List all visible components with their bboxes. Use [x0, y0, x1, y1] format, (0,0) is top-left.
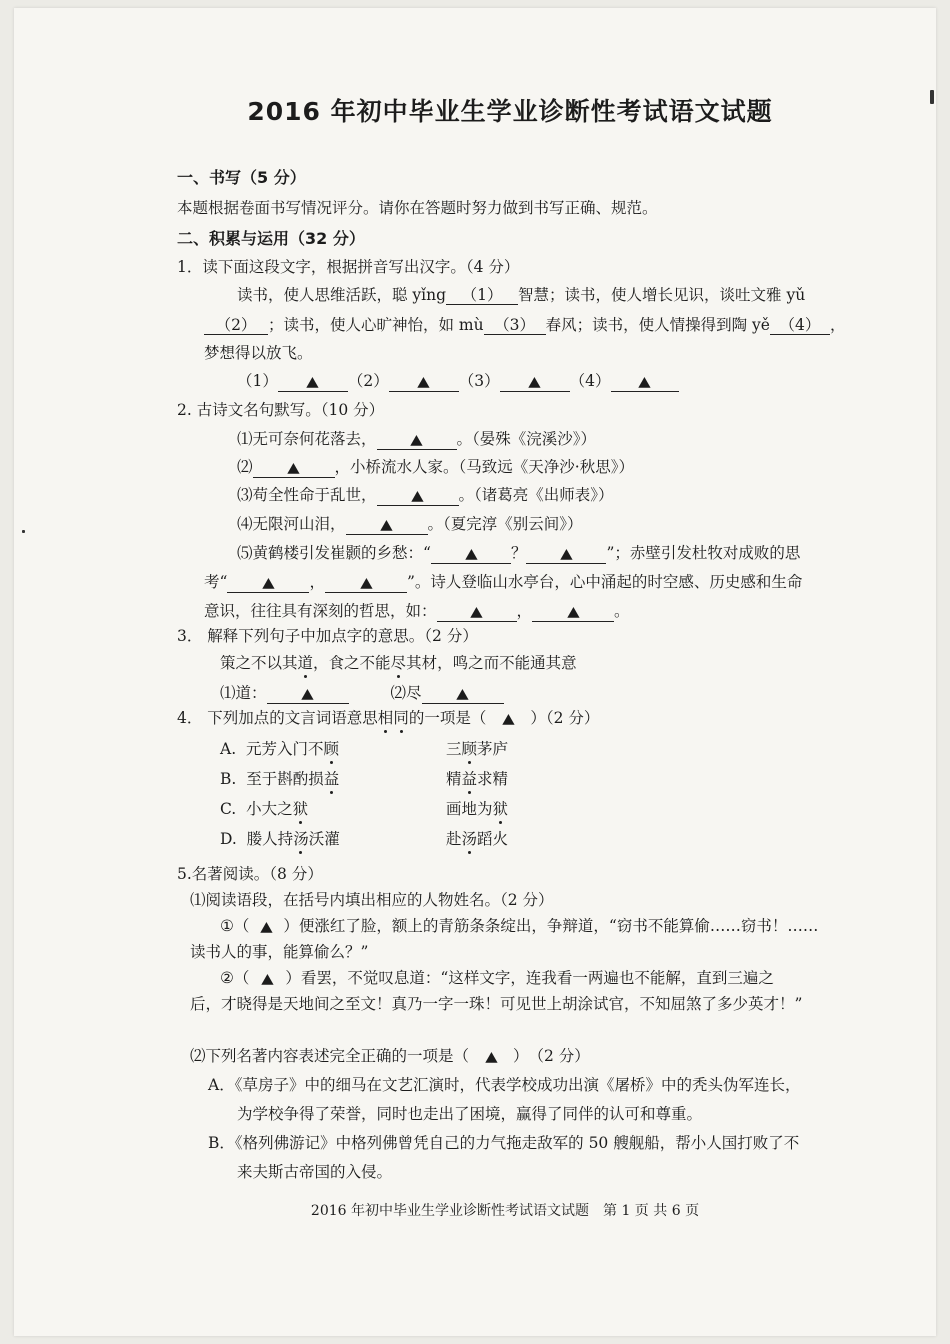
q1-text: 春风；读书，使人情操得到陶 yě — [545, 316, 770, 334]
option-key: A. — [220, 740, 237, 758]
q1-passage-line-1 — [237, 283, 805, 305]
triangle-icon: ▲ — [410, 432, 423, 448]
section-2-heading: 二、积累与运用（32 分） — [177, 229, 365, 248]
q3-text: ，食之不能 — [313, 654, 391, 672]
q2-text: 。 — [614, 602, 630, 620]
option-text: 媵人持 — [246, 830, 294, 848]
q4-option-b-right — [446, 767, 508, 789]
page-footer: 2016 年初中毕业生学业诊断性考试语文试题 第 1 页 共 6 页 — [310, 1203, 700, 1219]
q1-answer-label: （3） — [458, 372, 500, 390]
q5-blank[interactable] — [249, 969, 285, 987]
q5-sub-1: ⑴阅读语段，在括号内填出相应的人物姓名。（2 分） — [190, 891, 554, 909]
q5-sub-2 — [190, 1044, 590, 1066]
q2-line-7 — [204, 599, 630, 622]
option-key: B. — [220, 770, 237, 788]
q4-stem — [177, 706, 599, 728]
q2-text: ， — [516, 602, 533, 620]
q2-text: 意识，往往具有深刻的哲思，如： — [204, 602, 437, 620]
q4-option-b[interactable] — [220, 767, 339, 789]
triangle-icon: ▲ — [464, 546, 478, 562]
q3-answer-label: ⑵尽 — [390, 684, 422, 702]
q1-text: ；读书，使人心旷神怡，如 mù — [268, 316, 484, 334]
q1-answer-blank[interactable] — [500, 372, 570, 392]
q2-blank[interactable] — [431, 544, 511, 564]
q5-option-a-cont: 为学校争得了荣誉，同时也走出了困境，赢得了同伴的认可和尊重。 — [237, 1105, 703, 1123]
q2-line-4 — [237, 512, 583, 535]
triangle-icon: ▲ — [301, 686, 314, 702]
q5-text: ）便涨红了脸，额上的青筋条条绽出，争辩道，“窃书不能算偷……窃书！…… — [283, 917, 819, 935]
q5-passage-2-cont: 后，才晓得是天地间之至文！真乃一字一珠！可见世上胡涂试官，不知屈煞了多少英才！” — [190, 995, 803, 1013]
triangle-icon: ▲ — [411, 488, 424, 504]
triangle-icon: ▲ — [566, 604, 580, 620]
triangle-icon: ▲ — [417, 374, 430, 390]
q2-blank[interactable] — [253, 458, 335, 478]
option-dotted-char: 汤 — [293, 830, 309, 848]
q2-text: ，小桥流水人家。（马致远《天净沙·秋思》） — [334, 458, 634, 476]
q5-option-a[interactable]: A．《草房子》中的细马在文艺汇演时，代表学校成功出演《屠桥》中的秃头伪军连长， — [208, 1076, 801, 1094]
q4-option-a[interactable] — [220, 737, 339, 759]
triangle-icon: ▲ — [502, 711, 515, 727]
q2-blank[interactable] — [346, 515, 428, 535]
option-dotted-char: 益 — [461, 770, 478, 788]
q1-blank-1: （1） — [446, 286, 518, 305]
q2-text: 。（诸葛亮《出师表》） — [458, 486, 614, 504]
q1-answer-blank[interactable] — [389, 372, 459, 392]
option-text: 蹈火 — [477, 830, 509, 848]
q5-text: ②（ — [220, 969, 250, 987]
q2-text: ”；赤壁引发杜牧对成败的思 — [606, 544, 801, 562]
q1-passage-line-3: 梦想得以放飞。 — [204, 344, 313, 362]
q4-dotted-char: 相 — [377, 709, 394, 727]
section-1-text: 本题根据卷面书写情况评分。请你在答题时努力做到书写正确、规范。 — [177, 199, 658, 217]
q2-text: ， — [309, 573, 325, 591]
q4-option-a-right — [446, 737, 508, 759]
q1-blank-3: （3） — [484, 316, 546, 335]
triangle-icon: ▲ — [560, 546, 573, 562]
q2-line-5 — [237, 541, 800, 564]
option-key: D. — [220, 830, 237, 848]
q2-text: ⑷无限河山泪， — [237, 515, 346, 533]
q5-text: ⑵下列名著内容表述完全正确的一项是（ — [190, 1047, 470, 1065]
q1-blank-4: （4） — [770, 316, 830, 335]
q1-stem: 1．读下面这段文字，根据拼音写出汉字。（4 分） — [177, 258, 520, 276]
q3-text: 其材，鸣之而不能通其意 — [406, 654, 577, 672]
q5-text: ） （2 分） — [513, 1047, 590, 1065]
option-text: 画地为 — [446, 800, 493, 818]
q2-blank[interactable] — [377, 430, 457, 450]
q1-answer-blank[interactable] — [611, 372, 679, 392]
q2-stem: 2. 古诗文名句默写。（10 分） — [177, 401, 385, 419]
q3-answer-blank[interactable] — [422, 684, 504, 704]
q2-line-3 — [237, 483, 614, 506]
q1-text: 读书，使人思维活跃，聪 yǐng — [237, 286, 447, 304]
q2-blank[interactable] — [532, 602, 614, 622]
option-text: 元芳入门不 — [245, 740, 324, 758]
option-dotted-char: 顾 — [461, 740, 478, 758]
q1-answer-label: （4） — [569, 372, 611, 390]
triangle-icon: ▲ — [470, 604, 483, 620]
q2-text: ”。诗人登临山水亭台，心中涌起的时空感、历史感和生命 — [406, 573, 803, 591]
q4-option-c[interactable] — [220, 797, 308, 819]
q5-blank[interactable] — [249, 917, 283, 935]
option-text: 小大之 — [246, 800, 293, 818]
q4-text: 4． 下列加点的文言词语意思 — [177, 709, 378, 727]
option-text: 求精 — [477, 770, 509, 788]
option-key: C. — [220, 800, 237, 818]
triangle-icon: ▲ — [306, 374, 320, 390]
q2-blank[interactable] — [526, 544, 606, 564]
q3-text: 策之不以其 — [220, 654, 298, 672]
q5-text: ①（ — [220, 917, 250, 935]
q4-option-d-right — [446, 827, 508, 849]
q2-text: ⑵ — [237, 458, 253, 476]
q2-text: 。（晏殊《浣溪沙》） — [456, 430, 597, 448]
option-dotted-char: 狱 — [292, 800, 309, 818]
q2-text: ⑶苟全性命于乱世， — [237, 486, 377, 504]
option-text: 赴 — [446, 830, 462, 848]
triangle-icon: ▲ — [380, 517, 393, 533]
q2-line-1 — [237, 427, 596, 450]
q2-text: 考“ — [204, 573, 228, 591]
option-dotted-char: 顾 — [323, 740, 340, 758]
q5-passage-1 — [220, 914, 818, 936]
triangle-icon: ▲ — [638, 374, 651, 390]
q2-blank[interactable] — [227, 573, 309, 593]
q1-text: ， — [829, 316, 846, 334]
q5-stem: 5.名著阅读。（8 分） — [177, 865, 323, 883]
q1-blank-2: （2） — [204, 316, 268, 335]
q3-answer-row — [220, 681, 504, 704]
q3-answer-blank[interactable] — [267, 684, 349, 704]
q3-answer-label: ⑴道： — [220, 684, 267, 702]
option-dotted-char: 益 — [323, 770, 340, 788]
triangle-icon: ▲ — [456, 686, 469, 702]
section-1-heading: 一、书写（5 分） — [177, 168, 306, 187]
q2-text: ⑴无可奈何花落去， — [237, 430, 377, 448]
option-dotted-char: 狱 — [492, 800, 509, 818]
q1-passage-line-2 — [204, 313, 845, 335]
q5-text: ）看罢，不觉叹息道：“这样文字，连我看一两遍也不能解，直到三遍之 — [285, 969, 774, 987]
triangle-icon: ▲ — [260, 919, 273, 935]
option-dotted-char: 汤 — [461, 830, 478, 848]
triangle-icon: ▲ — [484, 1049, 498, 1065]
q5-passage-2 — [220, 966, 774, 988]
q2-blank[interactable] — [437, 602, 517, 622]
q2-blank[interactable] — [325, 573, 407, 593]
q4-dotted-char: 同 — [393, 709, 409, 727]
triangle-icon: ▲ — [287, 460, 300, 476]
exam-title: 2016 年初中毕业生学业诊断性考试语文试题 — [247, 97, 773, 126]
q3-dotted-char: 尽 — [390, 654, 407, 672]
q2-line-6 — [204, 570, 802, 593]
triangle-icon: ▲ — [261, 971, 274, 987]
triangle-icon: ▲ — [262, 575, 275, 591]
q2-text: ⑸黄鹤楼引发崔颢的乡愁：“ — [237, 544, 431, 562]
q5-option-b[interactable]: B．《格列佛游记》中格列佛曾凭自己的力气拖走敌军的 50 艘舰船，帮小人国打败了不 — [208, 1134, 800, 1152]
option-text: 至于斟酌损 — [246, 770, 324, 788]
q1-answer-blank[interactable] — [278, 372, 348, 392]
q2-line-2 — [237, 455, 634, 478]
triangle-icon: ▲ — [359, 575, 373, 591]
q1-answer-label: （2） — [347, 372, 389, 390]
q2-text: 。（夏完淳《别云间》） — [427, 515, 583, 533]
q3-sentence — [220, 651, 577, 673]
triangle-icon: ▲ — [528, 374, 541, 390]
q3-stem: 3． 解释下列句子中加点字的意思。（2 分） — [177, 627, 478, 645]
q4-text: 的一项是（ — [408, 709, 487, 727]
q1-text: 智慧；读书，使人增长见识，谈吐文雅 yǔ — [518, 286, 806, 304]
q4-option-d[interactable] — [220, 827, 340, 849]
q2-text: ？ — [510, 544, 527, 562]
q3-dotted-char: 道 — [297, 654, 314, 672]
q4-option-c-right — [446, 797, 508, 819]
option-text: 沃灌 — [308, 830, 340, 848]
option-text: 三 — [446, 740, 462, 758]
q1-answer-row — [237, 369, 679, 392]
q5-option-b-cont: 来夫斯古帝国的入侵。 — [237, 1163, 393, 1181]
option-text: 茅庐 — [477, 740, 509, 758]
q5-passage-1-cont: 读书人的事，能算偷么？” — [190, 943, 369, 961]
q4-text: ）（2 分） — [530, 709, 600, 727]
scan-mark — [22, 530, 25, 533]
option-text: 精 — [446, 770, 462, 788]
q2-blank[interactable] — [377, 486, 459, 506]
q1-answer-label: （1） — [237, 372, 278, 390]
